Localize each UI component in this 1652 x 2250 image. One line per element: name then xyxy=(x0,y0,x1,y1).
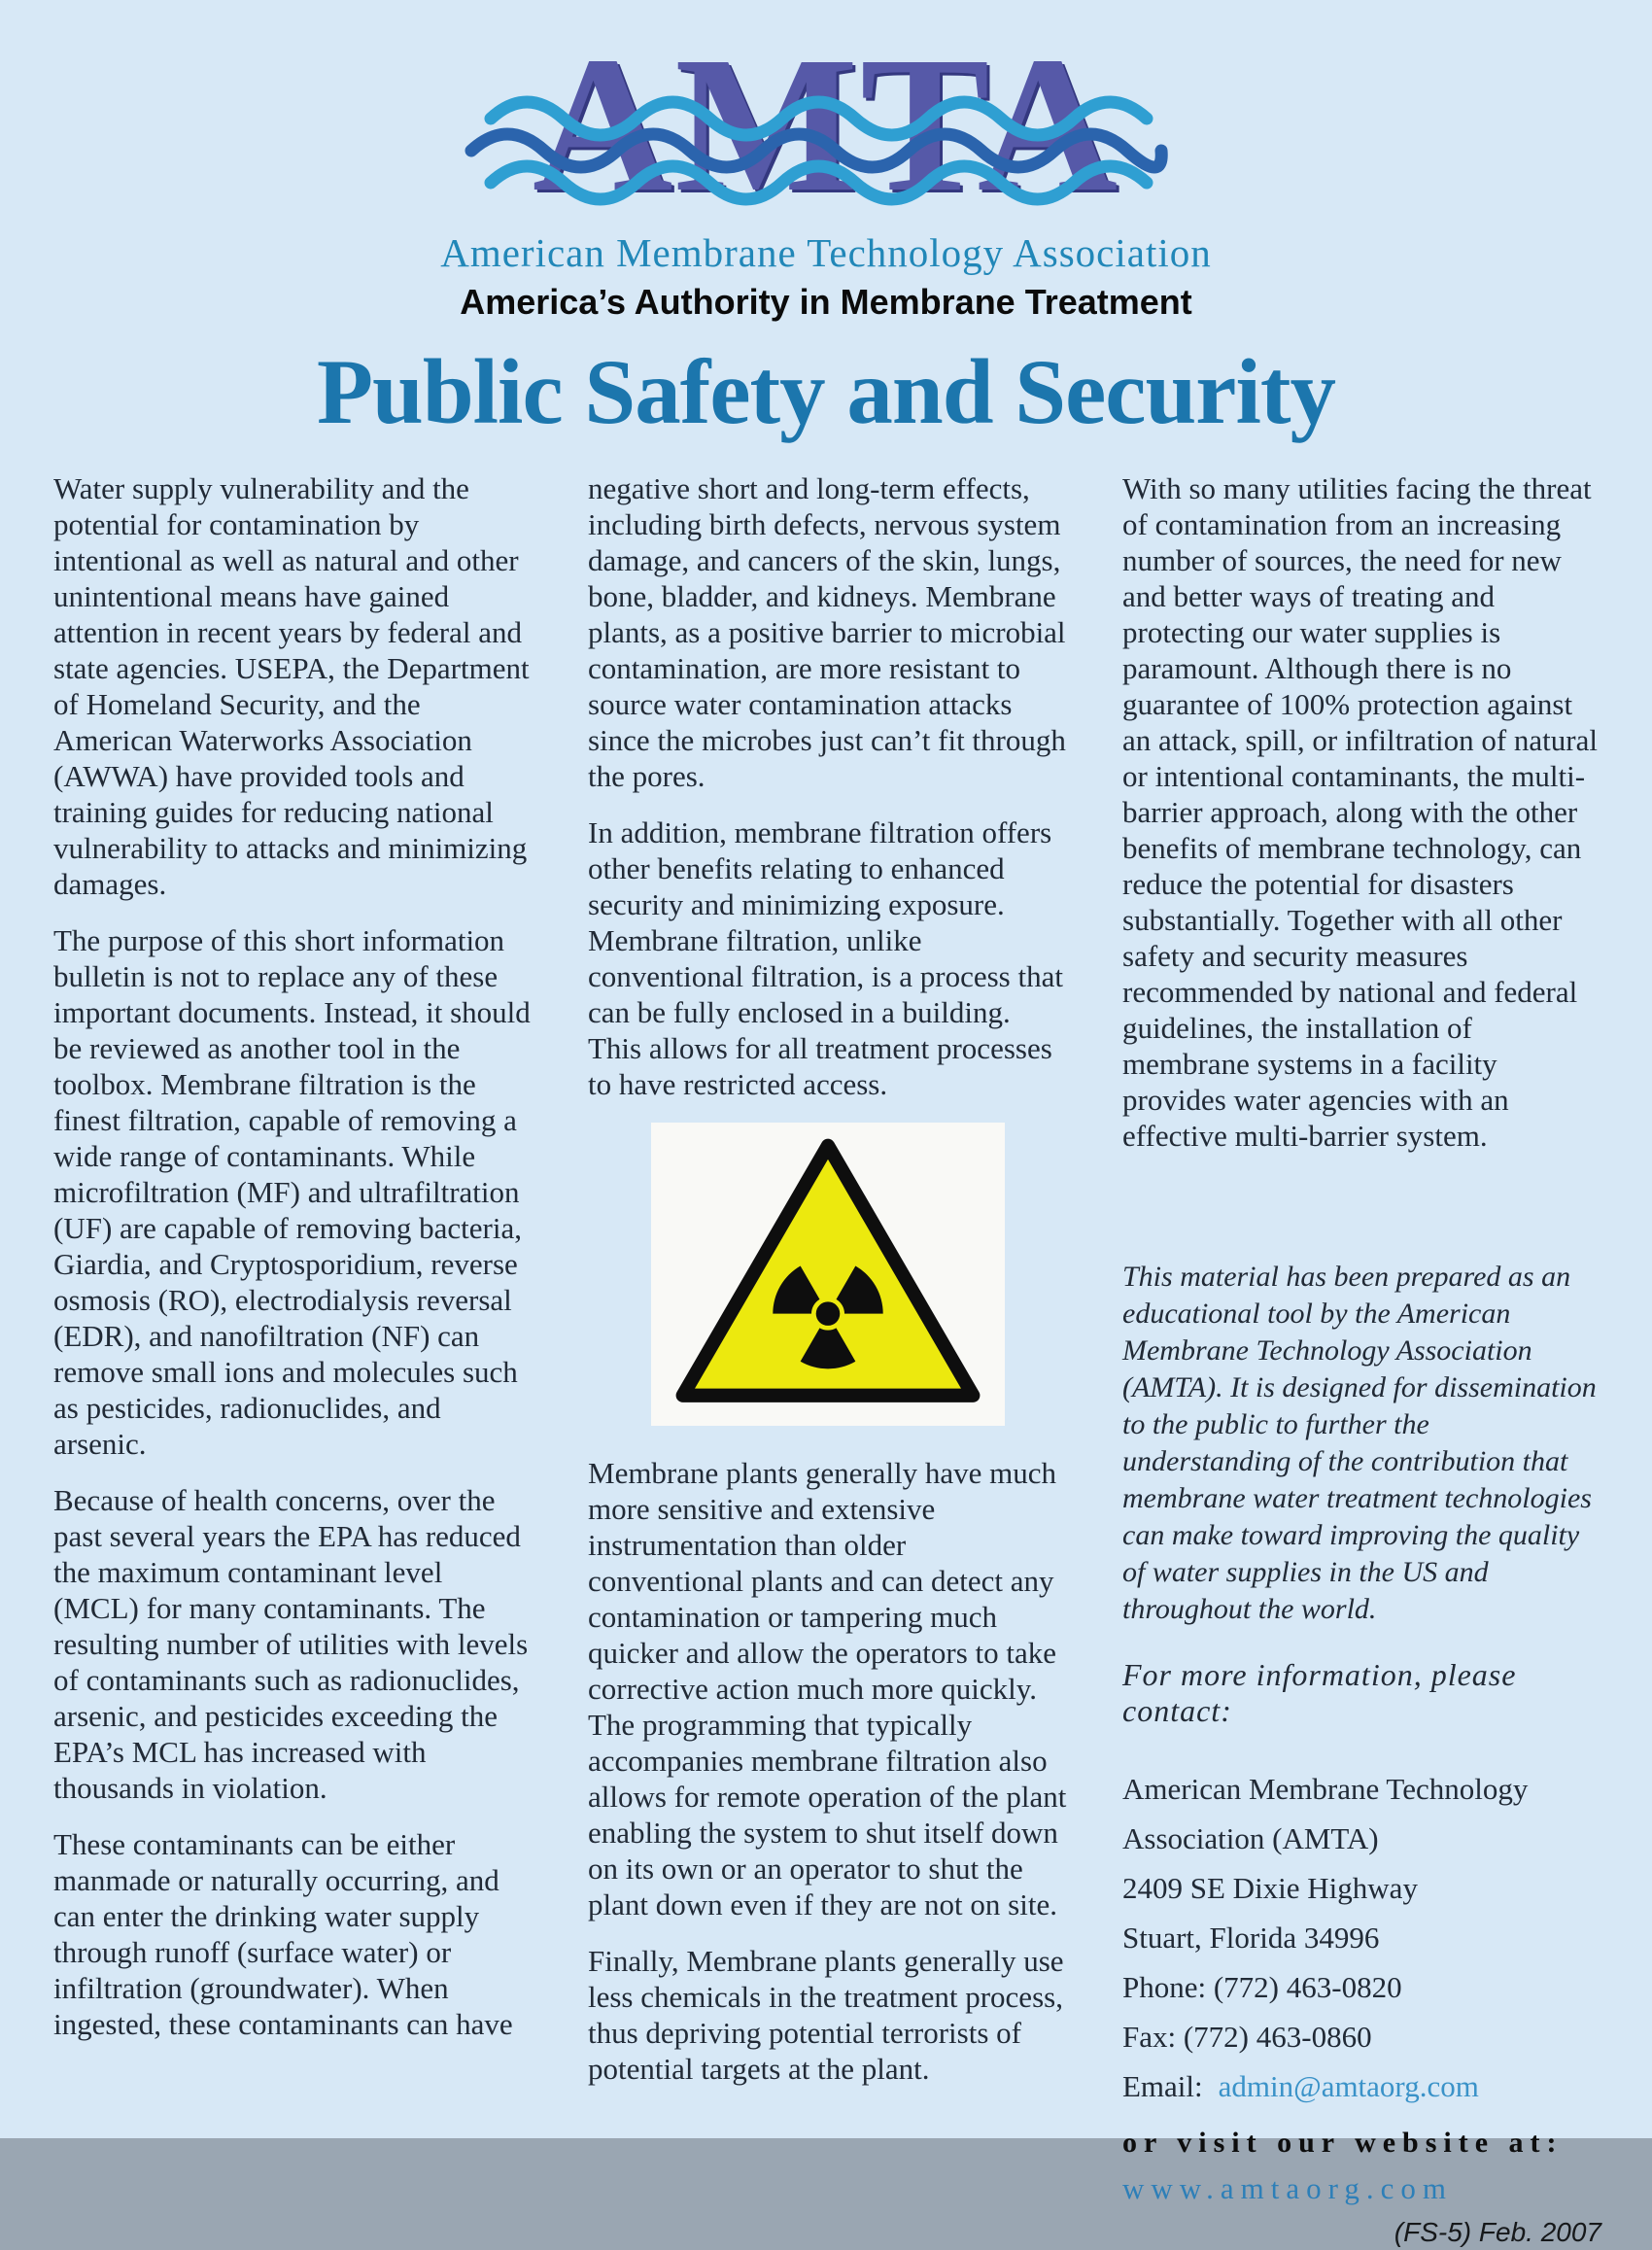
contact-email-line xyxy=(1122,2061,1601,2111)
warning-triangle-icon xyxy=(661,1128,995,1420)
website-cta: or visit our website at: xyxy=(1122,2126,1564,2159)
amta-logo-letters: AMTA xyxy=(532,17,1120,232)
page-title: Public Safety and Security xyxy=(316,340,1336,443)
org-name-line: American Membrane Technology Association xyxy=(440,230,1212,275)
column-1 xyxy=(53,470,533,2250)
paragraph: In addition, membrane filtration offers other benefits relating to enhanced security and minimizing exposure. Membrane filtration, unlike conventional filtration, is a process that can be fully enclosed in a building. This allows for all treatment processes to have restricted access. xyxy=(588,814,1063,1101)
org-tagline: America’s Authority in Membrane Treatment xyxy=(460,282,1192,322)
contact-fax-line: Fax: (772) 463-0860 xyxy=(1122,2019,1372,2054)
column-2 xyxy=(588,470,1067,2250)
contact-heading: For more information, please contact: xyxy=(1122,1656,1517,1728)
paragraph: Water supply vulnerability and the potential for contamination by intentional as well as natural and other unintentional means have gained attention in recent years by federal and state agencies. USEPA, the Department of Homeland Security, and the American Waterworks Association (AWWA) have provided tools and training guides for reducing national vulnerability to attacks and minimizing damages. xyxy=(53,470,530,901)
radiation-warning-image xyxy=(651,1123,1005,1426)
header-logo-block xyxy=(0,0,1652,323)
body-columns xyxy=(0,441,1652,2250)
disclaimer-note: This material has been prepared as an educational tool by the American Membrane Technology Association (AMTA). It is designed for dissemination to the public to further the understanding of the contribution that membrane water treatment technologies can make toward improving the quality of water supplies in the US and throughout the world. xyxy=(1122,1260,1597,1625)
paragraph: Finally, Membrane plants generally use less chemicals in the treatment process, thus depriving potential terrorists of potential targets at the plant. xyxy=(588,1943,1064,2086)
contact-street-line: 2409 SE Dixie Highway xyxy=(1122,1870,1418,1905)
paragraph: These contaminants can be either manmade or naturally occurring, and can enter the drinking water supply through runoff (surface water) or infiltration (groundwater). When ingested, these contaminants can have xyxy=(53,1826,513,2041)
paragraph: Membrane plants generally have much more sensitive and extensive instrumentation than older conventional plants and can detect any contamination or tampering much quicker and allow the operators to take corrective action much more quickly. The programming that typically accompanies membrane filtration also allows for remote operation of the plant enabling the system to shut itself down on its own or an operator to shut the plant down even if they are not on site. xyxy=(588,1455,1067,1921)
website-link[interactable]: www.amtaorg.com xyxy=(1122,2170,1454,2205)
doc-reference: (FS-5) Feb. 2007 xyxy=(1394,2216,1601,2247)
column-3 xyxy=(1122,470,1601,2250)
paragraph: negative short and long-term effects, including birth defects, nervous system damage, and cancers of the skin, lungs, bone, bladder, and kidneys. Membrane plants, as a positive barrier to microbial contamination, are more resistant to source water contamination attacks since the microbes just can’t fit through the pores. xyxy=(588,470,1066,793)
paragraph: Because of health concerns, over the past several years the EPA has reduced the maximum contaminant level (MCL) for many contaminants. The resulting number of utilities with levels of contaminants such as radionuclides, arsenic, and pesticides exceeding the EPA’s MCL has increased with thousands in violation. xyxy=(53,1482,529,1805)
amta-logo xyxy=(486,17,1166,232)
paragraph: With so many utilities facing the threat of contamination from an increasing number of sources, the need for new and better ways of treating and protecting our water supplies is paramount. Although there is no guarantee of 100% protection against an attack, spill, or infiltration of natural or intentional contaminants, the multi-barrier approach, along with the other benefits of membrane technology, can reduce the potential for disasters substantially. Together with all other safety and security measures recommended by national and federal guidelines, the installation of membrane systems in a facility provides water agencies with an effective multi-barrier system. xyxy=(1122,470,1598,1153)
contact-city-line: Stuart, Florida 34996 xyxy=(1122,1920,1380,1955)
paragraph: The purpose of this short information bulletin is not to replace any of these important documents. Instead, it should be reviewed as another tool in the toolbox. Membrane filtration is the finest filtration, capable of removing a wide range of contaminants. While microfiltration (MF) and ultrafiltration (UF) are capable of removing bacteria, Giardia, and Cryptosporidium, reverse osmosis (RO), electrodialysis reversal (EDR), and nanofiltration (NF) can remove small ions and molecules such as pesticides, radionuclides, and arsenic. xyxy=(53,922,531,1461)
email-link[interactable]: admin@amtaorg.com xyxy=(1218,2068,1479,2103)
contact-block xyxy=(1122,1764,1601,2111)
email-label: Email: xyxy=(1122,2068,1203,2103)
contact-phone-line: Phone: (772) 463-0820 xyxy=(1122,1969,1402,2004)
contact-org-line: American Membrane Technology Association (AMTA) xyxy=(1122,1771,1529,1855)
